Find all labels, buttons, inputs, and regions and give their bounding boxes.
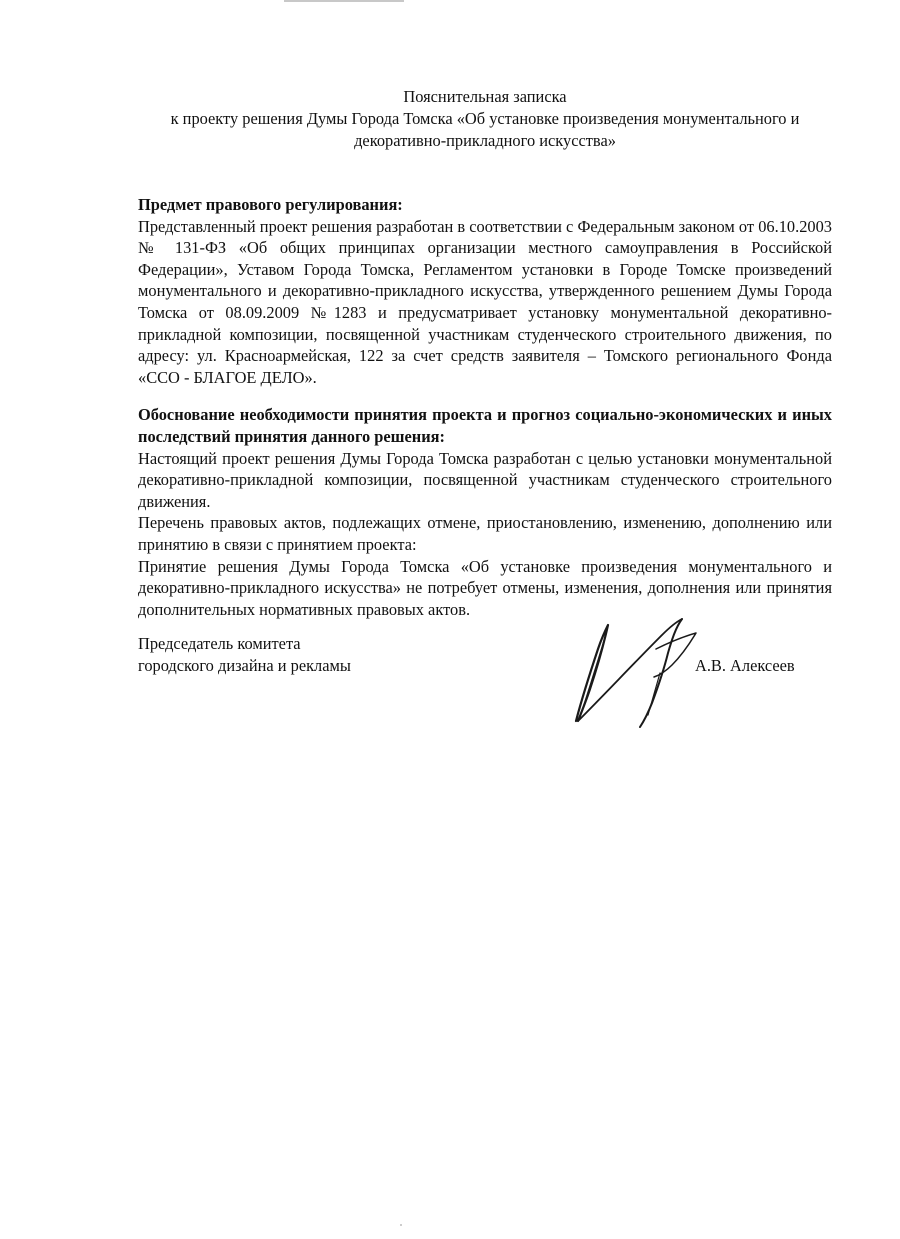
scan-edge-mark — [284, 0, 404, 2]
signer-position-line-1: Председатель комитета — [138, 634, 301, 653]
document-page — [138, 86, 832, 620]
section-2-paragraph-2: Перечень правовых актов, подлежащих отмене, приостановлению, изменению, дополнению или принятию в связи с принятием проекта: — [138, 513, 832, 554]
section-2-paragraph-1: Настоящий проект решения Думы Города Томска разработан с целью установки монументальной декоративно-прикладной композиции, посвященной участникам студенческого строительного движения. — [138, 448, 832, 511]
section-justification — [138, 404, 832, 620]
section-1-body: Представленный проект решения разработан в соответствии с Федеральным законом от 06.10.2003 № 131-ФЗ «Об общих принципах организации местного самоуправления в Российской Федерации», Уставом Города Томска, Регламентом установки в Городе Томске произведений монументального и декоративно-прикладного искусства, утвержденного решением Думы Города Томска от 08.09.2009 №1283 и предусматривает установку монументальной декоративно-прикладной композиции, посвященной участникам студенческого строительного движения, по адресу: ул. Красноармейская, 122 за счет средств заявителя – Томского регионального Фонда «ССО - БЛАГОЕ ДЕЛО». — [138, 216, 832, 387]
section-1-heading: Предмет правового регулирования: — [138, 195, 403, 214]
handwritten-signature — [564, 603, 714, 733]
signer-position — [138, 633, 438, 677]
signer-name: А.В. Алексеев — [695, 656, 795, 675]
document-title: Пояснительная записка — [403, 87, 567, 106]
document-subtitle-line-1: к проекту решения Думы Города Томска «Об установке произведения монументального и — [170, 109, 800, 128]
section-2-heading: Обоснование необходимости принятия проекта и прогноз социально-экономических и иных последствий принятия данного решения: — [138, 405, 832, 446]
signature-block — [138, 633, 832, 723]
scan-speck — [400, 1224, 402, 1226]
document-header — [138, 86, 832, 152]
document-subtitle-line-2: декоративно-прикладного искусства» — [354, 131, 616, 150]
signer-position-line-2: городского дизайна и рекламы — [138, 656, 351, 675]
section-2-paragraph-3: Принятие решения Думы Города Томска «Об установке произведения монументального и декоративно-прикладного искусства» не потребует отмены, изменения, дополнения или принятия дополнительных нормативных правовых актов. — [138, 556, 832, 619]
section-regulation-subject — [138, 194, 832, 388]
